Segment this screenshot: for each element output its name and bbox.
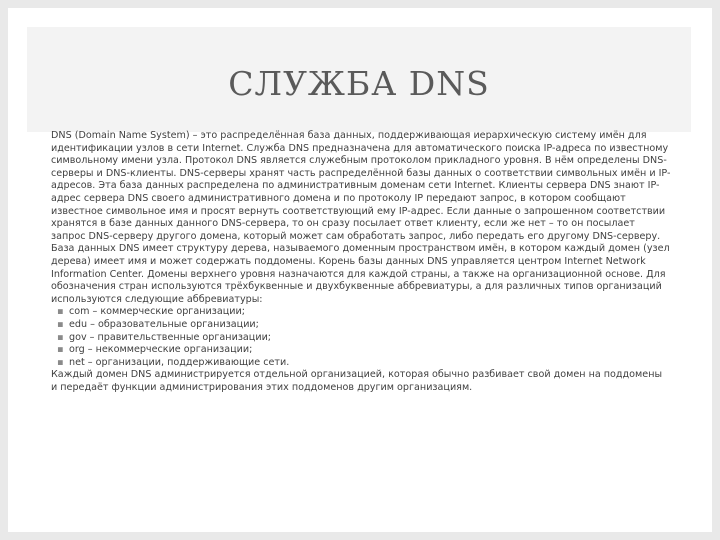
bullet-icon: ▪ <box>57 344 64 356</box>
abbreviation-list <box>51 306 671 369</box>
intro-paragraph: DNS (Domain Name System) – это распределённая база данных, поддерживающая иерархическую систему имён для идентификации узлов в сети Internet. Служба DNS предназначена для автоматического поиска IP-адреса по известному символьному имени узла. Протокол DNS является служебным протоколом прикладного уровня. В нём определены DNS-серверы и DNS-клиенты. DNS-серверы хранят часть распределённой базы данных о соответствии символьных имён и IP-адресов. Эта база данных распределена по административным доменам сети Internet. Клиенты сервера DNS знают IP-адрес сервера DNS своего административного домена и по протоколу IP передают запрос, в котором сообщают известное символьное имя и просят вернуть соответствующий ему IP-адрес. Если данные о запрошенном соответствии хранятся в базе данных данного DNS-сервера, то он сразу посылает ответ клиенту, если же нет – то он посылает запрос DNS-серверу другого домена, который может сам обработать запрос, либо передать его другому DNS-серверу. База данных DNS имеет структуру дерева, называемого доменным пространством имён, в котором каждый домен (узел дерева) имеет имя и может содержать поддомены. Корень базы данных DNS управляется центром Internet Network Information Center. Домены верхнего уровня назначаются для каждой страны, а также на организационной основе. Для обозначения стран используются трёхбуквенные и двухбуквенные аббревиатуры, а для различных типов организаций используются следующие аббревиатуры: <box>51 130 671 305</box>
list-item-text: org – некоммерческие организации; <box>69 344 253 356</box>
list-item-text: com – коммерческие организации; <box>69 306 245 318</box>
outro-paragraph: Каждый домен DNS администрируется отдельной организацией, которая обычно разбивает свой домен на поддомены и передаёт функции администрирования этих поддоменов другим организациям. <box>51 369 663 393</box>
list-item <box>51 306 671 319</box>
slide-title: СЛУЖБА DNS <box>228 64 490 103</box>
list-item <box>51 332 671 345</box>
list-item <box>51 357 671 370</box>
bullet-icon: ▪ <box>57 318 64 330</box>
list-item <box>51 344 671 357</box>
bullet-icon: ▪ <box>57 306 64 318</box>
list-item-text: gov – правительственные организации; <box>69 331 272 343</box>
list-item-text: net – организации, поддерживающие сети. <box>69 356 290 368</box>
bullet-icon: ▪ <box>57 331 64 343</box>
list-item-text: edu – образовательные организации; <box>69 318 259 330</box>
list-item <box>51 319 671 332</box>
slide-body <box>51 130 671 394</box>
bullet-icon: ▪ <box>57 356 64 368</box>
title-band <box>27 27 691 132</box>
